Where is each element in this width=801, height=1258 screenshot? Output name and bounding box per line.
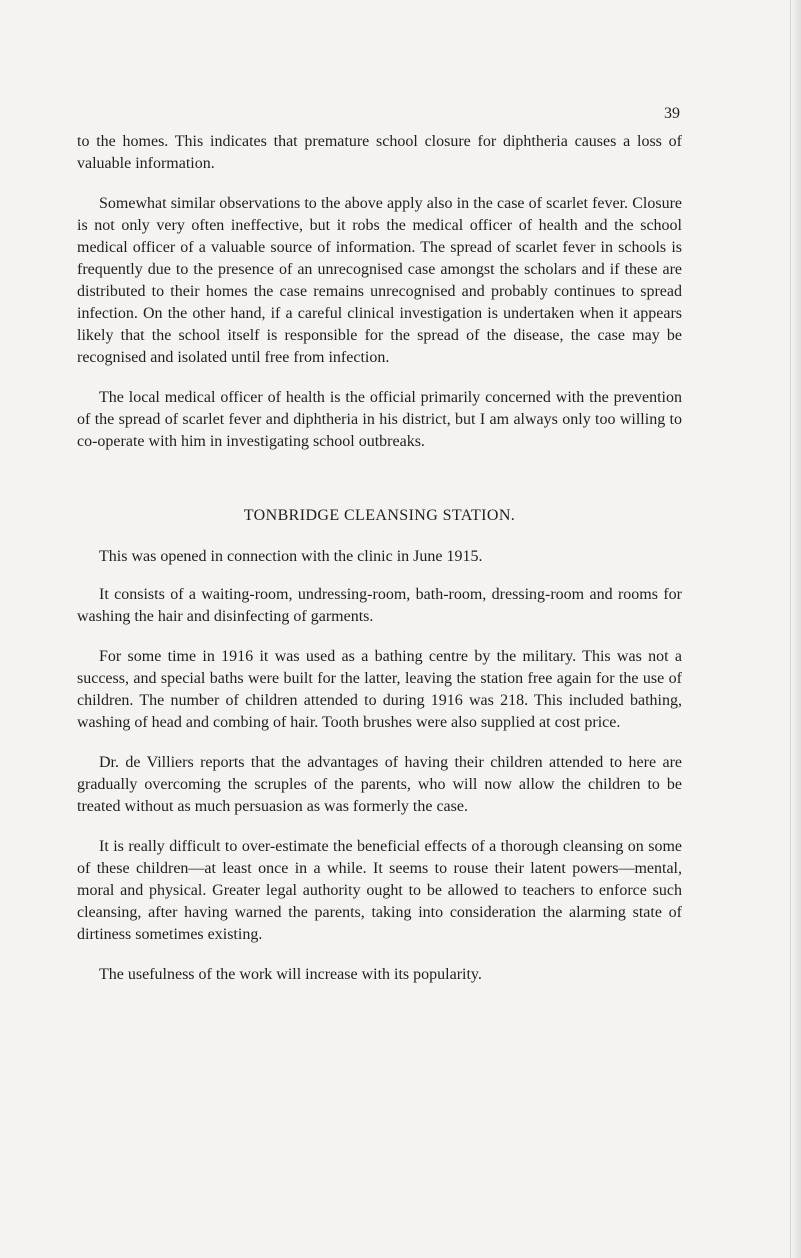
- paragraph-usefulness: The usefulness of the work will increase with its popularity.: [99, 966, 482, 983]
- paragraph-cleansing-effects: It is really difficult to over-estimate the beneficial effects of a thorough cleansing on some of these children—at least once in a while. It seems to rouse their latent powers—mental, moral and physical. Greater legal authority ought to be allowed to teachers to enforce such cleansing, after having warned the parents, taking into consideration the alarming state of dirtiness sometimes existing.: [77, 838, 682, 943]
- document-body: [77, 131, 682, 1004]
- paragraph-continuation: to the homes. This indicates that premature school closure for diphtheria causes a loss of valuable information.: [77, 133, 682, 172]
- paragraph-opened: This was opened in connection with the clinic in June 1915.: [99, 548, 483, 565]
- paragraph-rooms: It consists of a waiting-room, undressing-room, bath-room, dressing-room and rooms for washing the hair and disinfecting of garments.: [77, 586, 682, 625]
- paragraph-local-medical-officer: The local medical officer of health is the official primarily concerned with the prevention of the spread of scarlet fever and diphtheria in his district, but I am always only too willing to co-operate with him in investigating school outbreaks.: [77, 389, 682, 450]
- paragraph-villiers-report: Dr. de Villiers reports that the advantages of having their children attended to here are gradually overcoming the scruples of the parents, who will now allow the children to be treated without as much persuasion as was formerly the case.: [77, 754, 682, 815]
- page-number: 39: [664, 105, 680, 122]
- paragraph-scarlet-fever: Somewhat similar observations to the above apply also in the case of scarlet fever. Closure is not only very often ineffective, but it robs the medical officer of health and the school medical officer of a valuable source of information. The spread of scarlet fever in schools is frequently due to the presence of an unrecognised case amongst the scholars and if these are distributed to their homes the case remains unrecognised and probably continues to spread infection. On the other hand, if a careful clinical investigation is undertaken when it appears likely that the school itself is responsible for the spread of the disease, the case may be recognised and isolated until free from infection.: [77, 195, 682, 366]
- page-edge-shadow: [790, 0, 801, 1258]
- paragraph-military-use: For some time in 1916 it was used as a bathing centre by the military. This was not a success, and special baths were built for the latter, leaving the station free again for the use of children. The number of children attended to during 1916 was 218. This included bathing, washing of head and combing of hair. Tooth brushes were also supplied at cost price.: [77, 648, 682, 731]
- section-heading: TONBRIDGE CLEANSING STATION.: [243, 507, 516, 524]
